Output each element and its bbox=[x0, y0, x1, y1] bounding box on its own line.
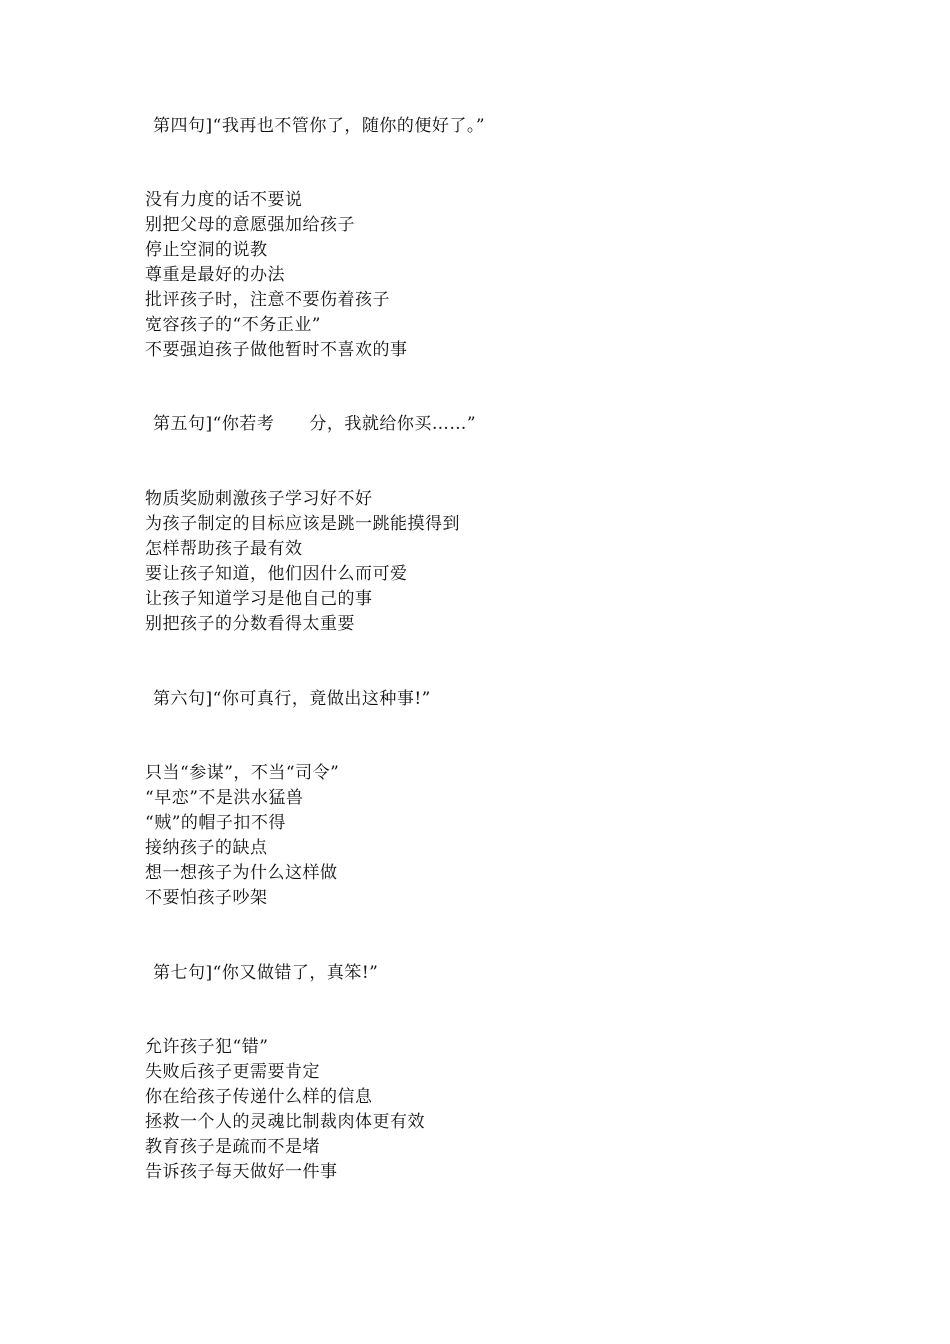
list-item: 不要强迫孩子做他暂时不喜欢的事 bbox=[145, 340, 408, 360]
list-item: 要让孩子知道，他们因什么而可爱 bbox=[145, 564, 408, 584]
list-item: 为孩子制定的目标应该是跳一跳能摸得到 bbox=[145, 514, 460, 534]
section-heading-5: 第五句]“你若考 分，我就给你买……” bbox=[153, 414, 477, 434]
list-item: 失败后孩子更需要肯定 bbox=[145, 1062, 320, 1082]
section-list-6 bbox=[145, 761, 339, 911]
list-item: 接纳孩子的缺点 bbox=[145, 838, 268, 858]
list-item: 想一想孩子为什么这样做 bbox=[145, 863, 338, 883]
list-item: 批评孩子时，注意不要伤着孩子 bbox=[145, 290, 390, 310]
section-heading-4: 第四句]“我再也不管你了，随你的便好了。” bbox=[153, 116, 486, 136]
list-item: 没有力度的话不要说 bbox=[145, 190, 303, 210]
list-item: 不要怕孩子吵架 bbox=[145, 888, 268, 908]
list-item: “贼”的帽子扣不得 bbox=[145, 813, 286, 833]
list-item: 让孩子知道学习是他自己的事 bbox=[145, 589, 373, 609]
list-item: 允许孩子犯“错” bbox=[145, 1037, 269, 1057]
list-item: 只当“参谋”，不当“司令” bbox=[145, 763, 340, 783]
list-item: 别把父母的意愿强加给孩子 bbox=[145, 215, 355, 235]
list-item: 尊重是最好的办法 bbox=[145, 265, 285, 285]
list-item: 停止空洞的说教 bbox=[145, 240, 268, 260]
list-item: 拯救一个人的灵魂比制裁肉体更有效 bbox=[145, 1112, 425, 1132]
section-list-4 bbox=[145, 188, 408, 363]
section-list-5 bbox=[145, 487, 460, 637]
list-item: 宽容孩子的“不务正业” bbox=[145, 315, 321, 335]
section-heading-6: 第六句]“你可真行，竟做出这种事!” bbox=[153, 689, 431, 709]
list-item: 告诉孩子每天做好一件事 bbox=[145, 1162, 338, 1182]
list-item: 教育孩子是疏而不是堵 bbox=[145, 1137, 320, 1157]
list-item: 别把孩子的分数看得太重要 bbox=[145, 614, 355, 634]
list-item: 怎样帮助孩子最有效 bbox=[145, 539, 303, 559]
list-item: 你在给孩子传递什么样的信息 bbox=[145, 1087, 373, 1107]
list-item: 物质奖励刺激孩子学习好不好 bbox=[145, 489, 373, 509]
section-heading-7: 第七句]“你又做错了，真笨!” bbox=[153, 963, 379, 983]
section-list-7 bbox=[145, 1035, 425, 1185]
list-item: “早恋”不是洪水猛兽 bbox=[145, 788, 304, 808]
